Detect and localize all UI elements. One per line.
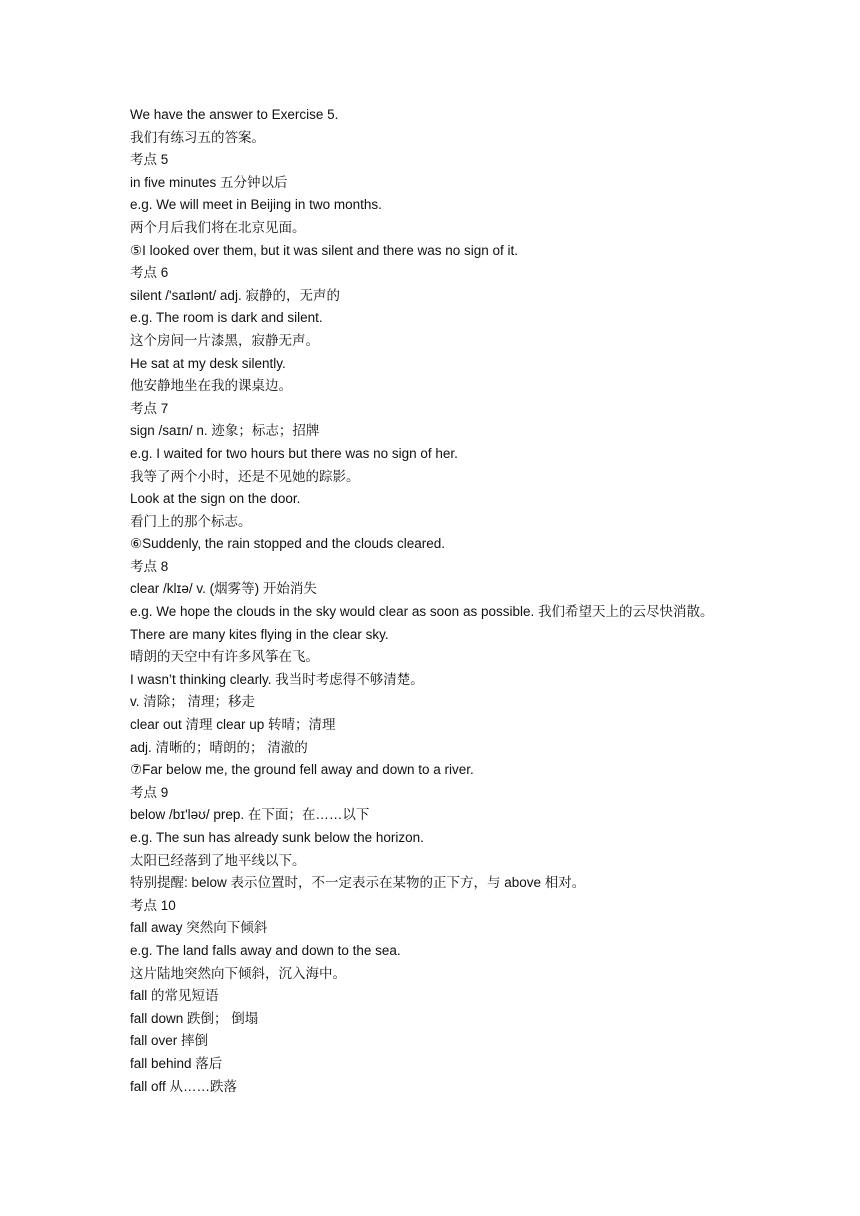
- sentence-line: ⑦Far below me, the ground fell away and down to a river.: [130, 762, 474, 778]
- text-line: 两个月后我们将在北京见面。: [130, 219, 306, 235]
- section-heading: 考点 7: [130, 400, 169, 416]
- sentence-line: ⑤I looked over them, but it was silent and there was no sign of it.: [130, 242, 519, 258]
- section-heading: 考点 8: [130, 558, 169, 574]
- text-line: There are many kites flying in the clear sky.: [130, 626, 389, 642]
- phrase-line: fall off 从……跌落: [130, 1078, 238, 1094]
- vocab-line: fall away 突然向下倾斜: [130, 920, 268, 936]
- vocab-line: clear /klɪə/ v. (烟雾等) 开始消失: [130, 581, 317, 597]
- example-line: e.g. The sun has already sunk below the horizon.: [130, 830, 424, 845]
- text-line: We have the answer to Exercise 5.: [130, 107, 339, 122]
- section-heading: 考点 6: [130, 265, 169, 281]
- phrase-line: fall behind 落后: [130, 1055, 223, 1071]
- example-line: e.g. The room is dark and silent.: [130, 310, 323, 326]
- vocab-line: sign /saɪn/ n. 迹象；标志；招牌: [130, 423, 320, 439]
- example-line: e.g. The land falls away and down to the sea.: [130, 942, 401, 958]
- text-line: clear out 清理 clear up 转晴；清理: [130, 717, 336, 733]
- note-line: 特别提醒: below 表示位置时，不一定表示在某物的正下方，与 above 相对。: [130, 875, 586, 891]
- section-heading: 考点 10: [130, 897, 176, 913]
- text-line: adj. 清晰的；晴朗的； 清澈的: [130, 739, 308, 755]
- text-line: 这个房间一片漆黑，寂静无声。: [130, 332, 319, 348]
- text-line: Look at the sign on the door.: [130, 491, 301, 507]
- section-heading: 考点 5: [130, 152, 169, 168]
- text-line: 太阳已经落到了地平线以下。: [130, 852, 306, 868]
- text-line: He sat at my desk silently.: [130, 355, 286, 371]
- document-body: [130, 104, 830, 1098]
- vocab-line: below /bɪ'ləʊ/ prep. 在下面；在……以下: [130, 807, 370, 823]
- example-line: e.g. We will meet in Beijing in two months.: [130, 197, 382, 213]
- vocab-line: silent /'saɪlənt/ adj. 寂静的，无声的: [130, 287, 340, 303]
- sentence-line: ⑥Suddenly, the rain stopped and the clouds cleared.: [130, 536, 446, 552]
- text-line: 他安静地坐在我的课桌边。: [130, 378, 292, 394]
- text-line: in five minutes 五分钟以后: [130, 174, 288, 190]
- phrase-line: fall down 跌倒； 倒塌: [130, 1010, 259, 1026]
- text-line: 这片陆地突然向下倾斜，沉入海中。: [130, 965, 346, 981]
- section-heading: 考点 9: [130, 784, 169, 800]
- text-line: 我等了两个小时，还是不见她的踪影。: [130, 468, 360, 484]
- text-line: 看门上的那个标志。: [130, 513, 252, 529]
- text-line: 晴朗的天空中有许多风筝在飞。: [130, 649, 319, 665]
- text-line: I wasn’t thinking clearly. 我当时考虑得不够清楚。: [130, 671, 424, 687]
- example-line: e.g. I waited for two hours but there was no sign of her.: [130, 445, 458, 461]
- text-line: v. 清除； 清理；移走: [130, 694, 255, 710]
- phrase-line: fall over 摔倒: [130, 1033, 209, 1049]
- example-line: e.g. We hope the clouds in the sky would clear as soon as possible. 我们希望天上的云尽快消散。: [130, 604, 714, 620]
- text-line: fall 的常见短语: [130, 988, 219, 1004]
- text-line: 我们有练习五的答案。: [130, 129, 265, 145]
